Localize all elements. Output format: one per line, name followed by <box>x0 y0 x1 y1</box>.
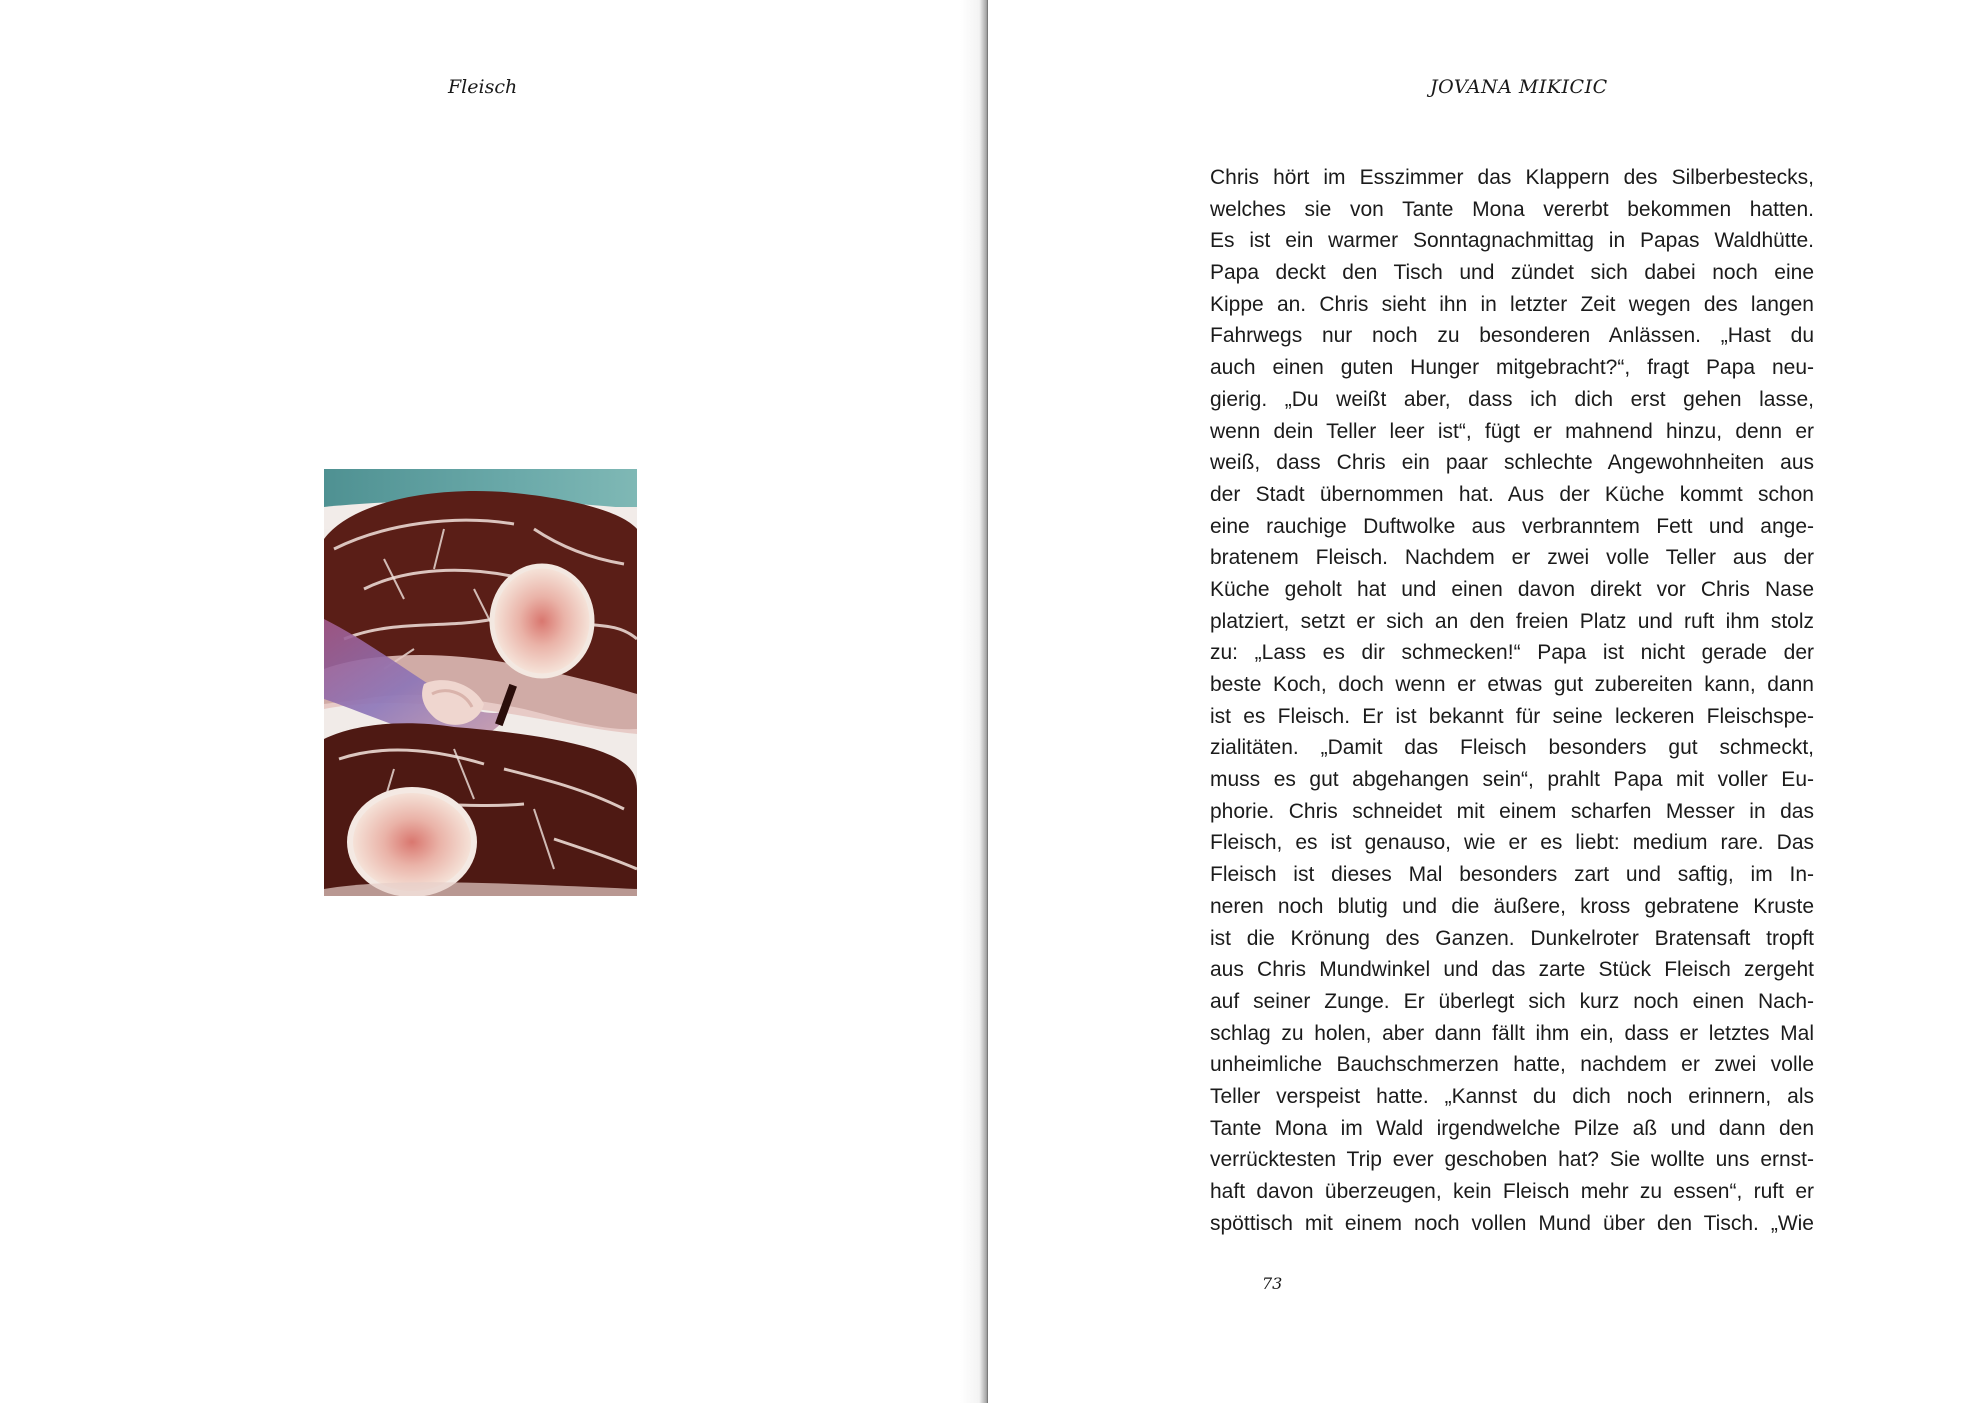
left-running-head: Fleisch <box>448 76 518 98</box>
text-line: eine rauchige Duftwolke aus verbranntem Fett und ange- <box>1210 514 1814 538</box>
text-line: muss es gut abgehangen sein“, prahlt Papa mit voller Eu- <box>1210 768 1814 792</box>
text-line: wenn dein Teller leer ist“, fügt er mahnend hinzu, denn er <box>1210 419 1814 443</box>
text-line: phorie. Chris schneidet mit einem scharfen Messer in das <box>1210 799 1814 823</box>
meat-photo <box>324 469 637 896</box>
right-page <box>988 0 1984 1403</box>
text-line: verrücktesten Trip ever geschoben hat? Sie wollte uns ernst- <box>1210 1148 1814 1172</box>
text-line: zu: „Lass es dir schmecken!“ Papa ist nicht gerade der <box>1210 641 1814 665</box>
text-line: schlag zu holen, aber dann fällt ihm ein, dass er letztes Mal <box>1210 1021 1814 1045</box>
text-line: der Stadt übernommen hat. Aus der Küche kommt schon <box>1210 482 1814 506</box>
text-line: Teller verspeist hatte. „Kannst du dich noch erinnern, als <box>1210 1084 1814 1108</box>
meat-photo-image <box>324 469 637 896</box>
text-line: Tante Mona im Wald irgendwelche Pilze aß und dann den <box>1210 1116 1814 1140</box>
text-line: Fahrwegs nur noch zu besonderen Anlässen. „Hast du <box>1210 324 1814 348</box>
text-line: ist es Fleisch. Er ist bekannt für seine leckeren Fleischspe- <box>1210 704 1814 728</box>
text-line: welches sie von Tante Mona vererbt bekommen hatten. <box>1210 197 1814 221</box>
text-line: weiß, dass Chris ein paar schlechte Angewohnheiten aus <box>1210 451 1814 475</box>
text-line: gierig. „Du weißt aber, dass ich dich erst gehen lasse, <box>1210 387 1814 411</box>
text-line: neren noch blutig und die äußere, kross gebratene Kruste <box>1210 894 1814 918</box>
text-line: beste Koch, doch wenn er etwas gut zubereiten kann, dann <box>1210 673 1814 696</box>
text-line: aus Chris Mundwinkel und das zarte Stück Fleisch zergeht <box>1210 958 1814 982</box>
text-line: Papa deckt den Tisch und zündet sich dabei noch eine <box>1210 261 1814 285</box>
right-running-head: JOVANA MIKICIC <box>1430 76 1608 98</box>
text-line: auf seiner Zunge. Er überlegt sich kurz noch einen Nach- <box>1210 989 1814 1013</box>
text-line: auch einen guten Hunger mitgebracht?“, fragt Papa neu- <box>1210 356 1814 380</box>
left-page <box>0 0 988 1403</box>
text-line: Es ist ein warmer Sonntagnachmittag in Papas Waldhütte. <box>1210 229 1814 253</box>
body-text <box>1210 162 1814 1239</box>
text-line: spöttisch mit einem noch vollen Mund über den Tisch. „Wie <box>1210 1211 1814 1235</box>
page-number: 73 <box>1262 1274 1283 1293</box>
text-line: Fleisch, es ist genauso, wie er es liebt: medium rare. Das <box>1210 831 1814 855</box>
text-line: Kippe an. Chris sieht ihn in letzter Zeit wegen des langen <box>1210 292 1814 316</box>
text-line: unheimliche Bauchschmerzen hatte, nachdem er zwei volle <box>1210 1053 1814 1077</box>
text-line: Küche geholt hat und einen davon direkt vor Chris Nase <box>1210 577 1814 601</box>
text-line: haft davon überzeugen, kein Fleisch mehr zu essen“, ruft er <box>1210 1180 1814 1203</box>
text-line: zialitäten. „Damit das Fleisch besonders gut schmeckt, <box>1210 736 1814 760</box>
text-line: bratenem Fleisch. Nachdem er zwei volle Teller aus der <box>1210 546 1814 570</box>
text-line: ist die Krönung des Ganzen. Dunkelroter Bratensaft tropft <box>1210 926 1814 950</box>
text-line: Fleisch ist dieses Mal besonders zart und saftig, im In- <box>1210 863 1814 887</box>
text-line: platziert, setzt er sich an den freien Platz und ruft ihm stolz <box>1210 609 1814 633</box>
text-line: Chris hört im Esszimmer das Klappern des Silberbestecks, <box>1210 166 1814 189</box>
